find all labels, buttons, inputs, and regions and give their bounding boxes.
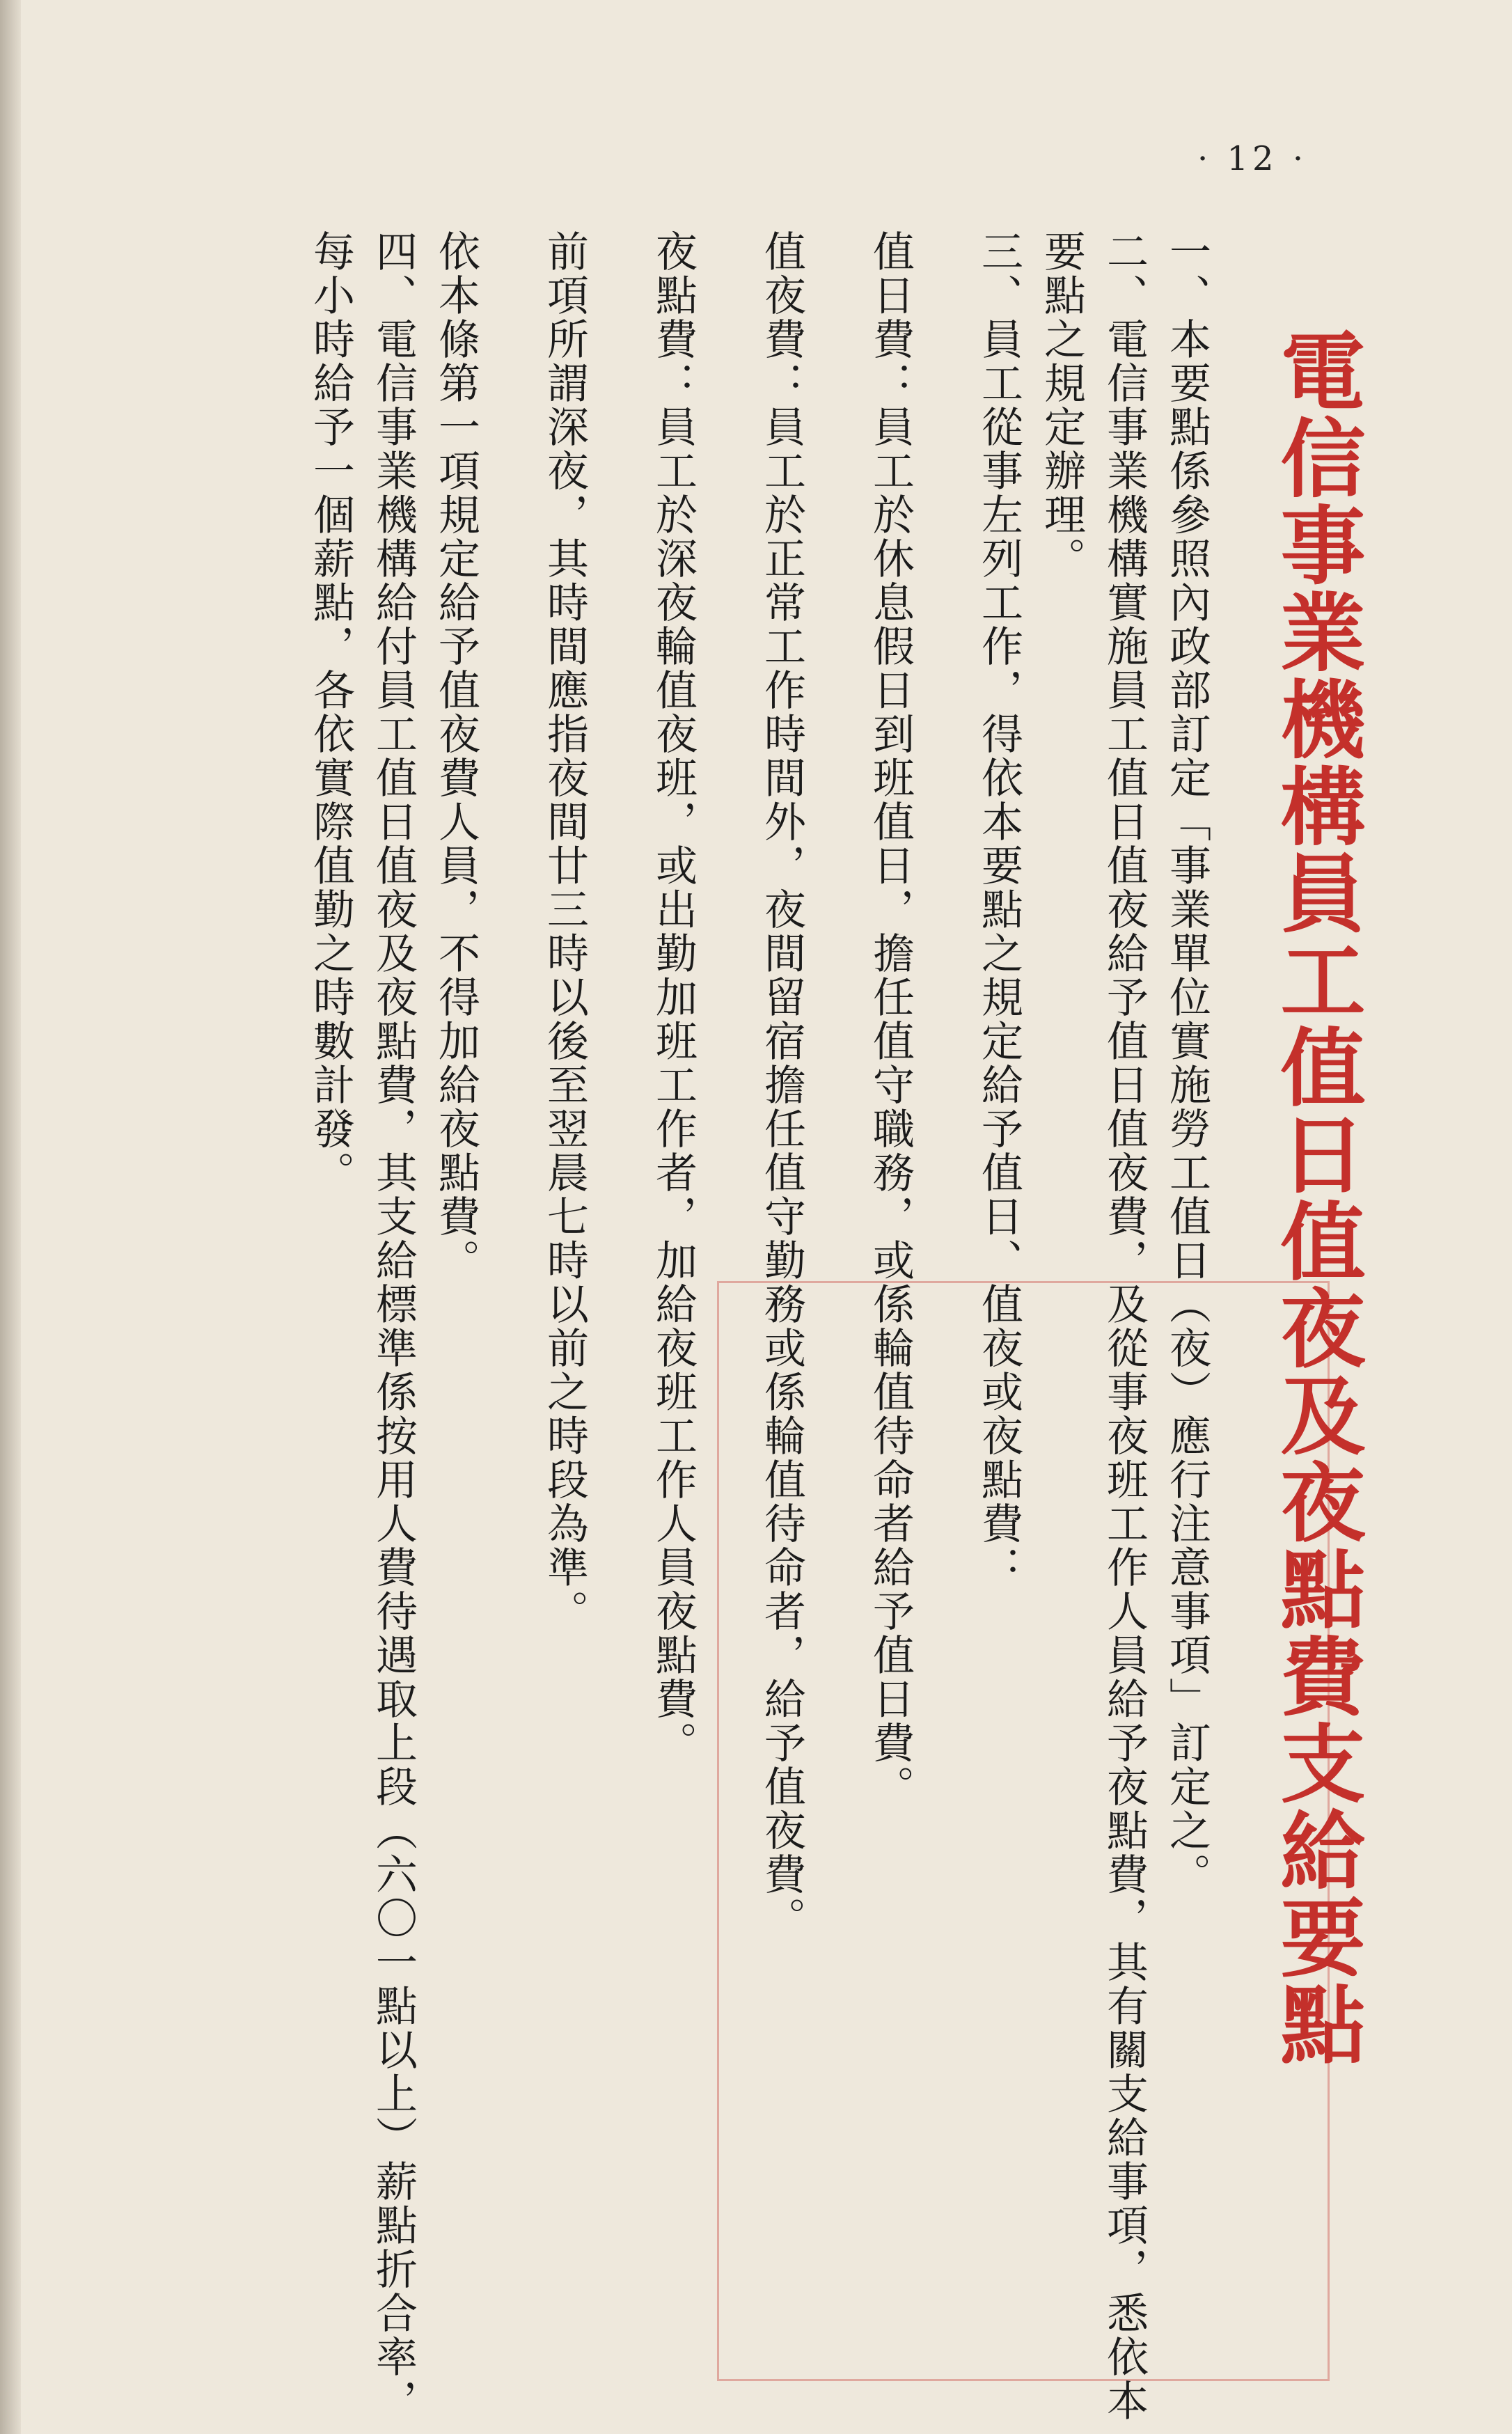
paragraph-1: 一、本要點係參照內政部訂定「事業單位實施勞工值日（夜）應行注意事項」訂定之。 — [1163, 230, 1211, 1897]
paragraph-3-night-snack: 夜點費：員工於深夜輪值夜班，或出勤加班工作者，加給夜班工作人員夜點費。 — [649, 230, 698, 1765]
book-spine-shadow — [0, 0, 21, 2434]
page-title: 電信事業機構員工值日值夜及夜點費支給要點 — [1266, 327, 1365, 2068]
paragraph-2: 二、電信事業機構實施員工值日值夜給予值日值夜費，及從事夜班工作人員給予夜點費，其有關支給事項，悉依本要點之規定辦理。 — [1037, 230, 1149, 2423]
page-number-value: 12 — [1227, 139, 1278, 178]
paragraph-3-night-duty: 值夜費：員工於正常工作時間外，夜間留宿擔任值守勤務或係輪值待命者，給予值夜費。 — [757, 230, 806, 1940]
paragraph-3: 三、員工從事左列工作，得依本要點之規定給予值日、值夜或夜點費： — [975, 230, 1023, 1589]
paragraph-3-deep-night: 前項所謂深夜，其時間應指夜間廿三時以後至翌晨七時以前之時段為準。 — [540, 230, 589, 1633]
document-page — [21, 0, 1512, 2434]
page-number: · 12 · — [1197, 139, 1308, 178]
text-column-upper — [306, 230, 1218, 2423]
paragraph-4: 四、電信事業機構給付員工值日值夜及夜點費，其支給標準係按用人費待遇取上段（六〇一點以上）薪點折合率，每小時給予一個薪點，各依實際值勤之時數計發。 — [306, 230, 418, 2423]
paragraph-3-day-duty: 值日費：員工於休息假日到班值日，擔任值守職務，或係輪值待命者給予值日費。 — [866, 230, 915, 1809]
paragraph-3-exclusion: 依本條第一項規定給予值夜費人員，不得加給夜點費。 — [432, 230, 480, 1282]
